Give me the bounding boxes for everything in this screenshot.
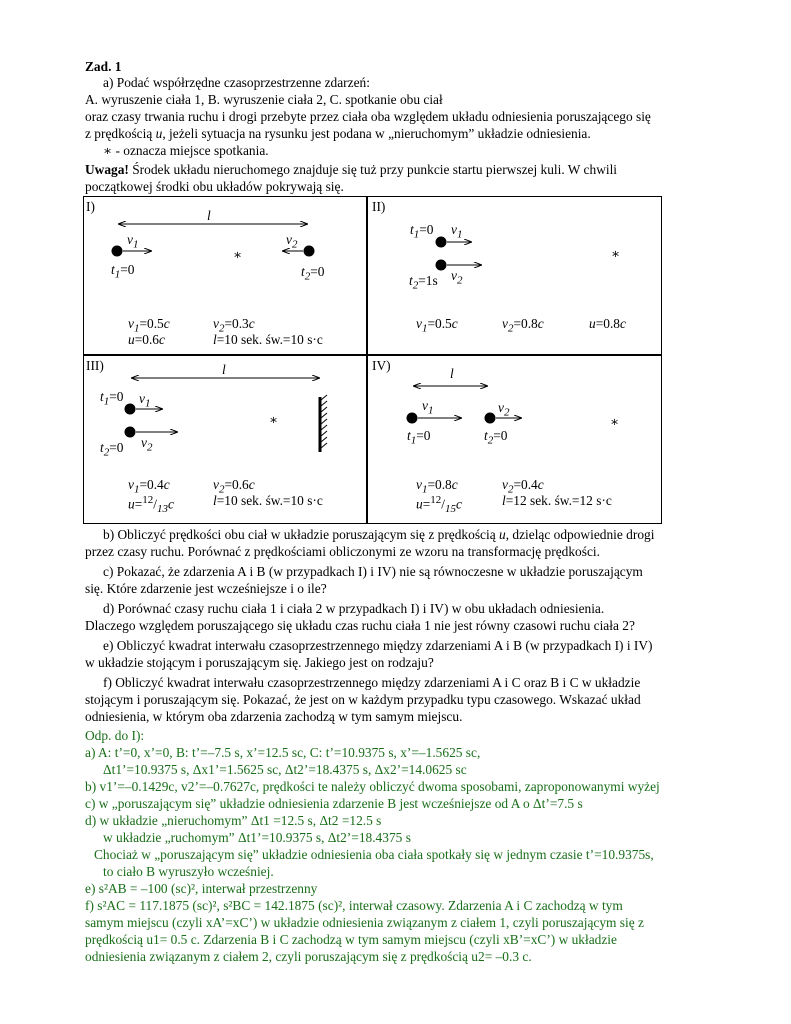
- star-note: ∗ - oznacza miejsce spotkania.: [103, 143, 269, 158]
- answer-a-2: Δt1’=10.9375 s, Δx1’=1.5625 sc, Δt2’=18.4375 s, Δx2’=14.0625 sc: [103, 762, 467, 777]
- param-v1: $v_1=0.5c$: [416, 316, 458, 335]
- meeting-star: ∗: [233, 247, 243, 262]
- question-f: f) Obliczyć kwadrat interwału czasoprzestrzennego między zdarzeniami A i C oraz B i C w układzie: [103, 675, 641, 690]
- question-b-2: przez czasy ruchu. Porównać z prędkościami obliczonymi ze wzoru na transformację prędkości.: [85, 544, 600, 559]
- meeting-star: ∗: [610, 414, 620, 429]
- v1-label: $v_1$: [451, 222, 463, 241]
- param-u: u=0.8c: [589, 316, 626, 331]
- question-a: a) Podać współrzędne czasoprzestrzenne zdarzeń:: [103, 75, 370, 90]
- answer-d: d) w układzie „nieruchomym” Δt1 =12.5 s, Δt2 =12.5 s: [85, 813, 382, 828]
- t2-label: $t_2=1s$: [409, 273, 438, 292]
- answer-d-4: to ciało B wyruszyło wcześniej.: [103, 864, 274, 879]
- param-l: l=10 sek. św.=10 s·c: [213, 493, 323, 508]
- ball-1: [436, 237, 447, 248]
- param-u: u=0.6c: [128, 332, 165, 347]
- question-e: e) Obliczyć kwadrat interwału czasoprzestrzennego między zdarzeniami A i B (w przypadkach I) i IV): [103, 638, 653, 653]
- t2-label: $t_2=0$: [484, 428, 508, 447]
- question-d: d) Porównać czasy ruchu ciała 1 i ciała 2 w przypadkach I) i IV) w obu układach odniesienia.: [103, 601, 605, 616]
- param-v2: $v_2=0.8c$: [502, 316, 544, 335]
- panel-3-label: III): [86, 358, 104, 373]
- question-b: b) Obliczyć prędkości obu ciał w układzie poruszającym się z prędkością u, dzieląc odpowiednie drogi: [103, 527, 655, 542]
- t1-label: $t_1=0$: [100, 389, 124, 408]
- ball-2: [125, 427, 136, 438]
- param-v1: $v_1=0.5c$: [128, 316, 170, 335]
- ball-2: [485, 413, 496, 424]
- distance-label: l: [450, 366, 454, 381]
- v2-label: $v_2$: [451, 268, 463, 287]
- param-v2: $v_2=0.4c$: [502, 477, 544, 496]
- question-c-2: się. Które zdarzenie jest wcześniejsze i o ile?: [85, 581, 327, 596]
- distance-label: l: [222, 362, 226, 377]
- question-c: c) Pokazać, że zdarzenia A i B (w przypadkach I) i IV) nie są równoczesne w układzie poruszającym: [103, 564, 643, 579]
- t2-label: $t_2=0$: [100, 440, 124, 459]
- ball-1: [407, 413, 418, 424]
- answer-d-3: Chociaż w „poruszającym się” układzie odniesienia oba ciała spotkały się w jednym czasie t’=10.9375s,: [94, 847, 654, 862]
- v2-label: $v_2$: [498, 400, 510, 419]
- v2-label: $v_2$: [141, 435, 153, 454]
- wall-hatching: [321, 395, 327, 448]
- answer-d-2: w układzie „ruchomym” Δt1’=10.9375 s, Δt2’=18.4375 s: [103, 830, 411, 845]
- answers-heading: Odp. do I):: [85, 728, 145, 743]
- v1-label: $v_1$: [422, 398, 434, 417]
- ball-1: [125, 404, 136, 415]
- panel-2-label: II): [372, 199, 386, 214]
- uwaga-note: Uwaga! Środek układu nieruchomego znajduje się tuż przy punkcie startu pierwszej kuli. W chwili: [85, 162, 618, 177]
- param-l: l=12 sek. św.=12 s·c: [502, 493, 612, 508]
- ball-1: [112, 246, 123, 257]
- question-e-2: w układzie stojącym i poruszającym się. Jakiego jest on rodzaju?: [85, 655, 434, 670]
- param-v2: $v_2=0.6c$: [213, 477, 255, 496]
- events-list: A. wyruszenie ciała 1, B. wyruszenie ciała 2, C. spotkanie obu ciał: [85, 92, 443, 107]
- param-l: l=10 sek. św.=10 s·c: [213, 332, 323, 347]
- v2-label: $v_2$: [286, 232, 298, 251]
- meeting-star: ∗: [611, 246, 621, 261]
- distance-label: l: [207, 208, 211, 223]
- answer-c: c) w „poruszającym się” układzie odniesienia zdarzenie B jest wcześniejsze od A o Δt’=7.5 s: [85, 796, 583, 811]
- ball-2: [304, 246, 315, 257]
- t1-label: $t_1=0$: [410, 222, 434, 241]
- panel-4-label: IV): [372, 358, 391, 373]
- answer-f-4: odniesienia związanym z ciałem 2, czyli poruszającym się z prędkością u2= –0.3 c.: [85, 949, 532, 964]
- question-d-2: Dlaczego względem poruszającego się układu czas ruchu ciała 1 nie jest równy czasowi ruchu ciała 2?: [85, 618, 635, 633]
- param-u: $u=^{12}/_{15}c$: [416, 494, 462, 516]
- param-v2: $v_2=0.3c$: [213, 316, 255, 335]
- v1-label: $v_1$: [139, 391, 151, 410]
- ball-2: [436, 260, 447, 271]
- t1-label: $t_1=0$: [111, 262, 135, 281]
- answer-f-2: samym miejscu (czyli xA’=xC’) w układzie odniesienia związanym z ciałem 1, czyli poruszającym się z: [85, 915, 644, 930]
- uwaga-note-2: początkowej środki obu układów pokrywają się.: [85, 179, 344, 194]
- param-v1: $v_1=0.4c$: [128, 477, 170, 496]
- question-f-3: odniesienia, w którym oba zdarzenia zachodzą w tym samym miejscu.: [85, 709, 463, 724]
- param-u: $u=^{12}/_{13}c$: [128, 494, 174, 516]
- answer-a: a) A: t’=0, x’=0, B: t’=–7.5 s, x’=12.5 sc, C: t’=10.9375 s, x’=–1.5625 sc,: [85, 745, 481, 760]
- v1-label: $v_1$: [127, 232, 139, 251]
- panel-1-label: I): [86, 199, 95, 214]
- page-title: Zad. 1: [85, 59, 122, 74]
- answer-b: b) v1’=–0.1429c, v2’=–0.7627c, prędkości te należy obliczyć dwoma sposobami, zaproponowanymi wyżej: [85, 779, 660, 794]
- question-f-2: stojącym i poruszającym się. Pokazać, że jest on w każdym przypadku typu czasowego. Wskazać układ: [85, 692, 641, 707]
- intro-line: oraz czasy trwania ruchu i drogi przebyte przez ciała oba względem układu odniesienia poruszającego się: [85, 109, 651, 124]
- answer-f: f) s²AC = 117.1875 (sc)², s²BC = 142.1875 (sc)², interwał czasowy. Zdarzenia A i C zachodzą w tym: [85, 898, 623, 913]
- param-v1: $v_1=0.8c$: [416, 477, 458, 496]
- meeting-star: ∗: [269, 412, 279, 427]
- answer-e: e) s²AB = –100 (sc)², interwał przestrzenny: [85, 881, 318, 896]
- answer-f-3: prędkością u1= 0.5 c. Zdarzenia B i C zachodzą w tym samym miejscu (czyli xB’=xC’) w układzie: [85, 932, 617, 947]
- t1-label: $t_1=0$: [407, 428, 431, 447]
- t2-label: $t_2=0$: [301, 264, 325, 283]
- intro-line-2: z prędkością u, jeżeli sytuacja na rysunku jest podana w „nieruchomym” układzie odniesienia.: [85, 126, 591, 141]
